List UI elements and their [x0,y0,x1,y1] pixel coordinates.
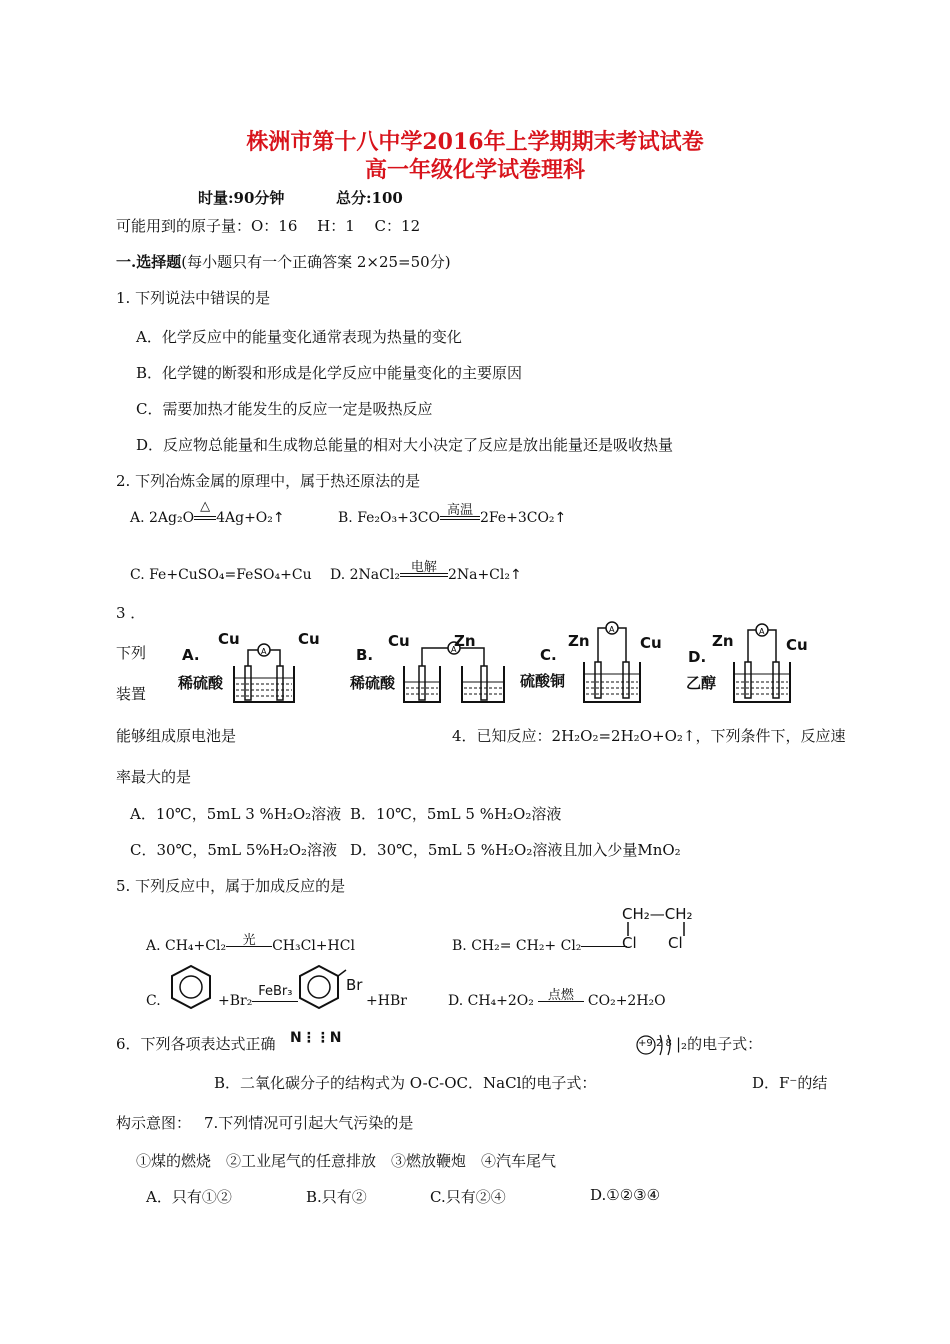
option-letter: C. [540,646,557,664]
q4-stem-a: 4．已知反应：2H₂O₂=2H₂O+O₂↑，下列条件下，反应速 [452,727,846,745]
q2-d-products: 2Na+Cl₂ [447,567,510,583]
n2-electron-formula: N⋮⋮N [290,1030,342,1046]
electrode-right-label: Zn [454,632,476,650]
q5-b-cl-2: Cl [668,934,683,952]
electrode-left-label: Cu [388,632,410,650]
solution-label: 稀硫酸 [350,674,396,692]
q5-b-product-chain: CH₂—CH₂ [622,905,693,923]
q5-c-reactant [218,983,298,1009]
q5-d-reactants: D. CH₄+2O₂ [448,993,534,1009]
solution-label: 硫酸铜 [520,672,566,690]
electrode-left-label: Zn [568,632,590,650]
up-arrow-icon: ↑ [509,567,522,583]
q1-option-a: A．化学反应中的能量变化通常表现为热量的变化 [136,328,462,346]
q5-c-tail: +HBr [366,993,407,1009]
q4-option-b: B．10℃，5mL 5 %H₂O₂溶液 [350,805,562,823]
q5-b-cl-1: Cl [622,934,637,952]
section-title: 一.选择题 [116,253,182,271]
q2-b-products: 2Fe+3CO₂ [479,510,555,526]
q3-word-2: 装置 [116,685,147,703]
q2-option-a [130,499,285,526]
q5-a-condition: 光 [226,946,272,947]
up-arrow-icon: ↑ [272,510,285,526]
electrode-right-label: Cu [786,636,808,654]
f-electron-shells: 2 8 [656,1038,672,1049]
q2-option-d [330,560,522,583]
q7-option-b: B.只有② [306,1188,367,1206]
q7-stem: 7.下列情况可引起大气污染的是 [204,1114,414,1132]
q5-a-reactants: A. CH₄+Cl₂ [146,938,227,954]
galvanic-cell-icon [400,640,510,706]
right-arrow-icon [581,946,627,947]
electrode-left-label: Cu [218,630,240,648]
q2-a-reactants: A. 2Ag₂O [130,510,195,526]
exam-time: 时量:90分钟 [198,189,285,207]
q5-b-reactants: B. CH₂= CH₂+ Cl₂ [452,938,582,954]
q3-number: 3 ． [116,604,146,622]
option-letter: A. [182,646,200,664]
svg-text:A: A [609,625,615,634]
q5-c-bromine: +Br₂ [218,993,253,1009]
q2-b-reactants: B. Fe₂O₃+3CO [338,510,440,526]
f-nucleus-charge: +9 [638,1038,653,1049]
option-letter: D. [688,648,707,666]
exam-total: 总分:100 [336,189,403,207]
q6-option-a-tail: |₂的电子式： [676,1035,763,1053]
galvanic-cell-icon [228,640,300,706]
q5-d-products: CO₂+2H₂O [587,993,666,1009]
electrode-right-label: Cu [640,634,662,652]
electrode-right-label: Cu [298,630,320,648]
q2-stem: 2. 下列冶炼金属的原理中，属于热还原法的是 [116,472,421,490]
q3-tail: 能够组成原电池是 [116,727,237,745]
galvanic-cell-icon [580,618,644,706]
option-letter: B. [356,646,374,664]
page-title: 株洲市第十八中学2016年上学期期末考试试卷 [246,129,704,155]
svg-text:A: A [261,647,267,656]
q4-stem-b: 率最大的是 [116,768,192,786]
q5-c-condition: FeBr₃ [252,1001,298,1002]
q3-word-1: 下列 [116,644,147,662]
q1-option-b: B．化学键的断裂和形成是化学反应中能量变化的主要原因 [136,364,523,382]
electrode-left-label: Zn [712,632,734,650]
benzene-ring-icon [168,964,214,1010]
q5-a-products: CH₃Cl+HCl [272,938,355,954]
q4-option-a: A．10℃，5mL 3 %H₂O₂溶液 [130,805,342,823]
q4-option-d: D．30℃，5mL 5 %H₂O₂溶液且加入少量MnO₂ [350,841,681,859]
q2-option-c: C. Fe+CuSO₄=FeSO₄+Cu [130,567,312,583]
galvanic-cell-icon [730,620,794,706]
atomic-masses: 可能用到的原子量：O：16 H：1 C：12 [116,217,421,235]
q6-tail: 构示意图： [116,1114,192,1132]
q5-option-b [452,938,627,954]
q2-option-b [338,503,567,526]
q2-b-condition: 高温 [440,516,480,520]
q2-a-products: 4Ag+O₂ [216,510,273,526]
q7-option-d: D.①②③④ [590,1186,661,1204]
q5-option-a [146,932,355,954]
q5-stem: 5. 下列反应中，属于加成反应的是 [116,877,346,895]
q7-option-a: A．只有①② [146,1188,232,1206]
q2-a-condition: △ [194,516,216,520]
q4-option-c: C．30℃，5mL 5%H₂O₂溶液 [130,841,338,859]
q1-option-d: D．反应物总能量和生成物总能量的相对大小决定了反应是放出能量还是吸收热量 [136,436,674,454]
q1-option-c: C．需要加热才能发生的反应一定是吸热反应 [136,400,433,418]
up-arrow-icon: ↑ [554,510,567,526]
q5-option-d [448,987,666,1009]
solution-label: 乙醇 [686,674,717,692]
q5-d-condition: 点燃 [538,1001,584,1002]
q6-option-d: D．F⁻的结 [752,1074,828,1092]
section-note: (每小题只有一个正确答案 2×25=50分) [181,253,451,271]
solution-label: 稀硫酸 [178,674,224,692]
q5-c-br: Br [346,976,363,994]
section-heading [116,251,451,272]
q5-option-c-label: C. [146,993,161,1009]
bromobenzene-ring-icon [296,964,348,1010]
q7-items: ①煤的燃烧 ②工业尾气的任意排放 ③燃放鞭炮 ④汽车尾气 [136,1152,557,1170]
q2-d-reactants: D. 2NaCl₂ [330,567,400,583]
q1-stem: 1. 下列说法中错误的是 [116,289,271,307]
svg-text:A: A [759,627,765,636]
q7-option-c: C.只有②④ [430,1188,506,1206]
svg-text:A: A [451,645,457,654]
page-subtitle: 高一年级化学试卷理科 [364,157,585,183]
q6-stem: 6．下列各项表达式正确 [116,1035,276,1053]
q2-d-condition: 电解 [400,573,448,577]
q6-option-b-c: B．二氧化碳分子的结构式为 O-C-OC．NaCl的电子式： [214,1074,597,1092]
